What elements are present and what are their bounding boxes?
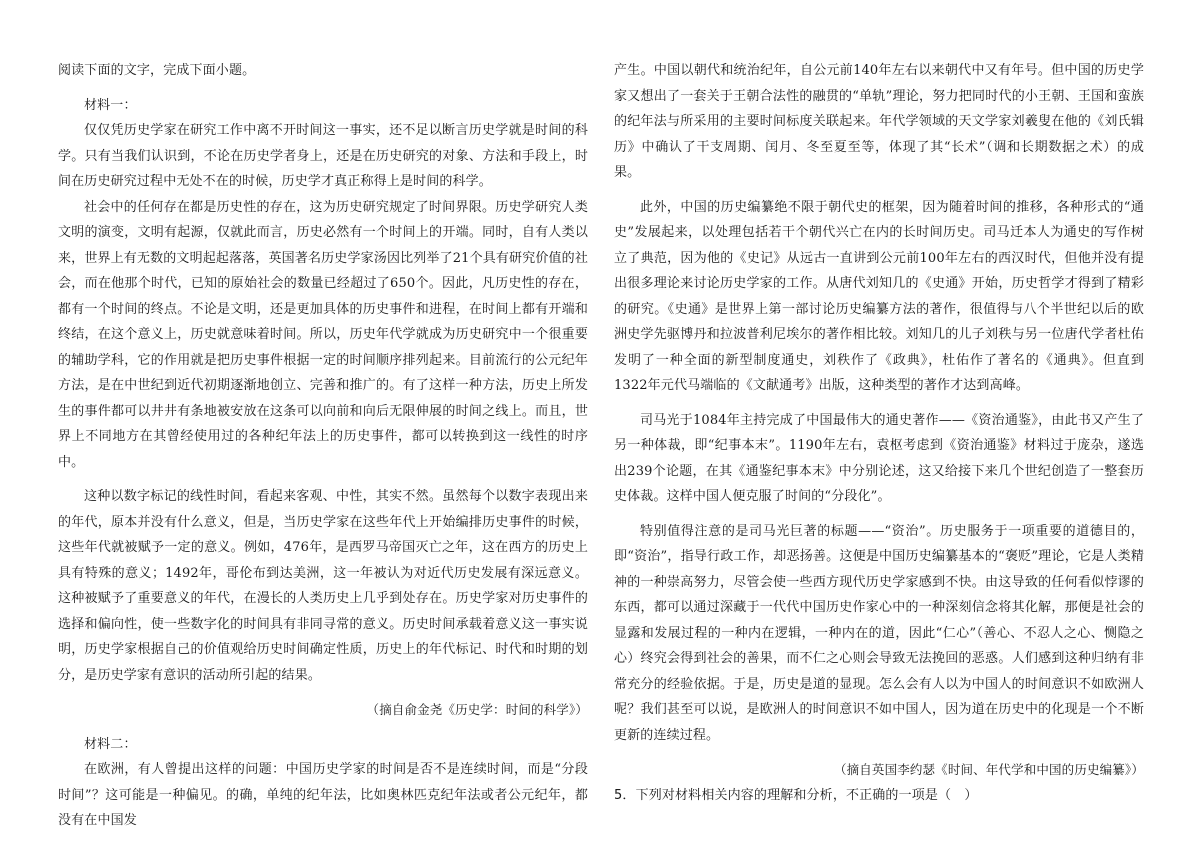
material2-heading: 材料二： xyxy=(84,736,137,752)
left-column xyxy=(58,58,588,834)
material2-paragraph: 此外，中国的历史编纂绝不限于朝代史的框架，因为随着时间的推移，各种形式的“通史”发展起来，以处理包括若干个朝代兴亡在内的长时间历史。司马迁本人为通史的写作树立了典范，因为他的《史记》从远古一直讲到公元前100年左右的西汉时代，但他并没有提出很多理论来讨论历史学家的工作。从唐代刘知几的《史通》开始，历史哲学才得到了精彩的研究。《史通》是世界上第一部讨论历史编纂方法的著作，很值得与八个半世纪以后的欧洲史学先驱博丹和拉波普利尼埃尔的著作相比较。刘知几的儿子刘秩与另一位唐代学者杜佑发明了一种全面的新型制度通史，刘秩作了《政典》，杜佑作了著名的《通典》。但直到1322年元代马端临的《文献通考》出版，这种类型的著作才达到高峰。 xyxy=(614,199,1144,393)
question-5: 5．下列对材料相关内容的理解和分析，不正确的一项是（ ） xyxy=(614,787,978,803)
reading-instruction: 阅读下面的文字，完成下面小题。 xyxy=(58,63,256,78)
material1-paragraph: 这种以数字标记的线性时间，看起来客观、中性，其实不然。虽然每个以数字表现出来的年代，原本并没有什么意义，但是，当历史学家在这些年代上开始编排历史事件的时候，这些年代就被赋予一定的意义。例如，476年，是西罗马帝国灭亡之年，这在西方的历史上具有特殊的意义；1492年，哥伦布到达美洲，这一年被认为对近代历史发展有深远意义。这种被赋予了重要意义的年代，在漫长的人类历史上几乎到处存在。历史学家对历史事件的选择和偏向性，使一些数字化的时间具有非同寻常的意义。历史时间承载着意义这一事实说明，历史学家根据自己的价值观给历史时间确定性质，历史上的年代标记、时代和时期的划分，是历史学家有意识的活动所引起的结果。 xyxy=(58,489,588,683)
material2-source: （摘自英国李约瑟《时间、年代学和中国的历史编纂》） xyxy=(833,762,1144,777)
material2-paragraph: 在欧洲，有人曾提出这样的问题：中国历史学家的时间是否不是连续时间，而是“分段时间”？这可能是一种偏见。的确，单纯的纪年法，比如奥林匹克纪年法或者公元纪年，都没有在中国发 xyxy=(58,762,588,828)
material2-paragraph: 特别值得注意的是司马光巨著的标题——“资治”。历史服务于一项重要的道德目的，即“资治”，指导行政工作，却恶扬善。这便是中国历史编纂基本的“褒贬”理论，它是人类精神的一种崇高努力，尽管会使一些西方现代历史学家感到不快。由这导致的任何看似悖谬的东西，都可以通过深藏于一代代中国历史作家心中的一种深刻信念将其化解，那便是社会的显露和发展过程的一种内在逻辑，一种内在的道，因此“仁心”（善心、不忍人之心、恻隐之心）终究会得到社会的善果，而不仁之心则会导致无法挽回的恶惑。人们感到这种归纳有非常充分的经验依据。于是，历史是道的显现。怎么会有人以为中国人的时间意识不如欧洲人呢？我们甚至可以说，是欧洲人的时间意识不如中国人，因为道在历史中的化现是一个不断更新的连续过程。 xyxy=(614,523,1144,743)
material2-paragraph-tail: 产生。中国以朝代和统治纪年，自公元前140年左右以来朝代中又有年号。但中国的历史学家又想出了一套关于王朝合法性的融贯的“单轨”理论，努力把同时代的小王朝、王国和蛮族的纪年法与所采用的主要时间标度关联起来。年代学领域的天文学家刘羲叟在他的《刘氏辑历》中确认了干支周期、闰月、冬至夏至等，体现了其“长术”（调和长期数据之术）的成果。 xyxy=(614,63,1144,180)
material1-paragraph: 仅仅凭历史学家在研究工作中离不开时间这一事实，还不足以断言历史学就是时间的科学。只有当我们认识到，不论在历史学者身上，还是在历史研究的对象、方法和手段上，时间在历史研究过程中无处不在的时候，历史学才真正称得上是时间的科学。 xyxy=(58,123,588,189)
material2-paragraph: 司马光于1084年主持完成了中国最伟大的通史著作——《资治通鉴》，由此书又产生了另一种体裁，即“纪事本末”。1190年左右，袁枢考虑到《资治通鉴》材料过于庞杂，遂选出239个论题，在其《通鉴纪事本末》中分别论述，这又给接下来几个世纪创造了一整套历史体裁。这样中国人便克服了时间的“分段化”。 xyxy=(614,412,1144,504)
material1-paragraph: 社会中的任何存在都是历史性的存在，这为历史研究规定了时间界限。历史学研究人类文明的演变，文明有起源，仅就此而言，历史必然有一个时间上的开端。同时，自有人类以来，世界上有无数的文明起起落落，英国著名历史学家汤因比列举了21个具有研究价值的社会，而在他那个时代，已知的原始社会的数量已经超过了650个。因此，凡历史性的存在，都有一个时间的终点。不论是文明，还是更加具体的历史事件和进程，在时间上都有开端和终结，在这个意义上，历史就意味着时间。所以，历史年代学就成为历史研究中一个很重要的辅助学科，它的作用就是把历史事件根据一定的时间顺序排列起来。目前流行的公元纪年方法，是在中世纪到近代初期逐渐地创立、完善和推广的。有了这样一种方法，历史上所发生的事件都可以井井有条地被安放在这条可以向前和向后无限伸展的时间之线上。而且，世界上不同地方在其曾经使用过的各种纪年法上的历史事件，都可以转换到这一线性的时序中。 xyxy=(58,199,588,470)
right-column xyxy=(614,58,1144,808)
material1-source: （摘自俞金尧《历史学：时间的科学》） xyxy=(366,702,588,717)
material2-paragraph-continued xyxy=(614,58,1144,186)
material1-heading: 材料一： xyxy=(84,97,137,113)
